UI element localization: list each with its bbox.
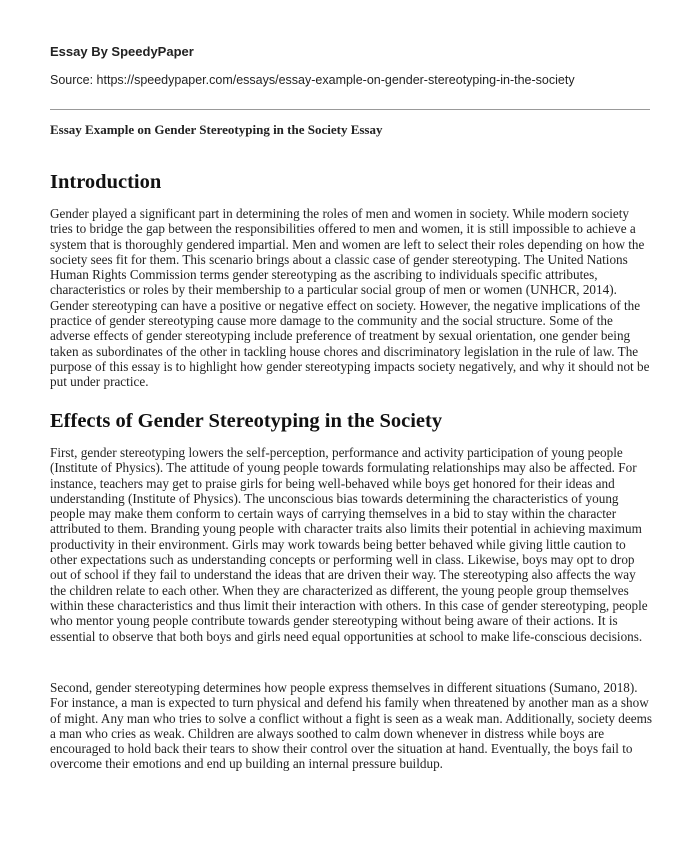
- effects-paragraph-2: Second, gender stereotyping determines how people express themselves in different situations (Sumano, 2018). For instance, a man is expected to turn physical and defend his family when threatened by another man as a show of might. Any man who tries to solve a conflict without a fight is seen as a weak man. Additionally, society deems a man who cries as weak. Children are always soothed to calm down whenever in distress while boys are encouraged to hold back their tears to show their control over the situation at hand. Eventually, the boys fail to overcome their emotions and end up building an internal pressure buildup.: [50, 680, 652, 772]
- introduction-paragraph: Gender played a significant part in determining the roles of men and women in society. While modern society tries to bridge the gap between the responsibilities offered to men and women, it is still impossible to achieve a system that is thoroughly gendered impartial. Men and women are left to select their roles depending on how the society sees fit for them. This scenario brings about a classic case of gender stereotyping. The United Nations Human Rights Commission terms gender stereotyping as the ascribing to individuals specific attributes, characteristics or roles by their membership to a particular social group of men or women (UNHCR, 2014). Gender stereotyping can have a positive or negative effect on society. However, the negative implications of the practice of gender stereotyping cause more damage to the community and the social structure. Some of the adverse effects of gender stereotyping include preference of treatment by sexual orientation, one gender being taken as subordinates of the other in tackling house chores and discriminatory legislation in the rule of law. The purpose of this essay is to highlight how gender stereotyping impacts society negatively, and why it should not be put under practice.: [50, 206, 650, 390]
- document-title: Essay Example on Gender Stereotyping in the Society Essay: [50, 122, 383, 137]
- brand-title: Essay By SpeedyPaper: [50, 44, 194, 59]
- effects-paragraph-1: First, gender stereotyping lowers the self-perception, performance and activity participation of young people (Institute of Physics). The attitude of young people towards formulating relationships may also be affected. For instance, teachers may get to praise girls for being well-behaved while boys get honored for their ideas and understanding (Institute of Physics). The unconscious bias towards determining the characteristics of young people may make them conform to certain ways of carrying themselves in a bid to stay within the character attributed to them. Branding young people with character traits also limits their potential in achieving maximum productivity in their environment. Girls may work towards being better behaved while giving little caution to other expectations such as understanding concepts or performing well in class. Likewise, boys may opt to drop out of school if they fail to understand the ideas that are driven their way. The stereotyping also affects the way the children relate to each other. When they are characterized as different, the young people group themselves within these characteristics and thus limit their interaction with others. In this case of gender stereotyping, people who mentor young people contribute towards gender stereotyping without being aware of their actions. It is essential to observe that both boys and girls need equal opportunities at school to make life-conscious decisions.: [50, 445, 648, 644]
- source-line: Source: https://speedypaper.com/essays/essay-example-on-gender-stereotyping-in-the-society: [50, 73, 575, 87]
- section-heading-introduction: Introduction: [50, 171, 162, 193]
- header-divider: [50, 109, 650, 110]
- section-heading-effects: Effects of Gender Stereotyping in the Society: [50, 410, 443, 432]
